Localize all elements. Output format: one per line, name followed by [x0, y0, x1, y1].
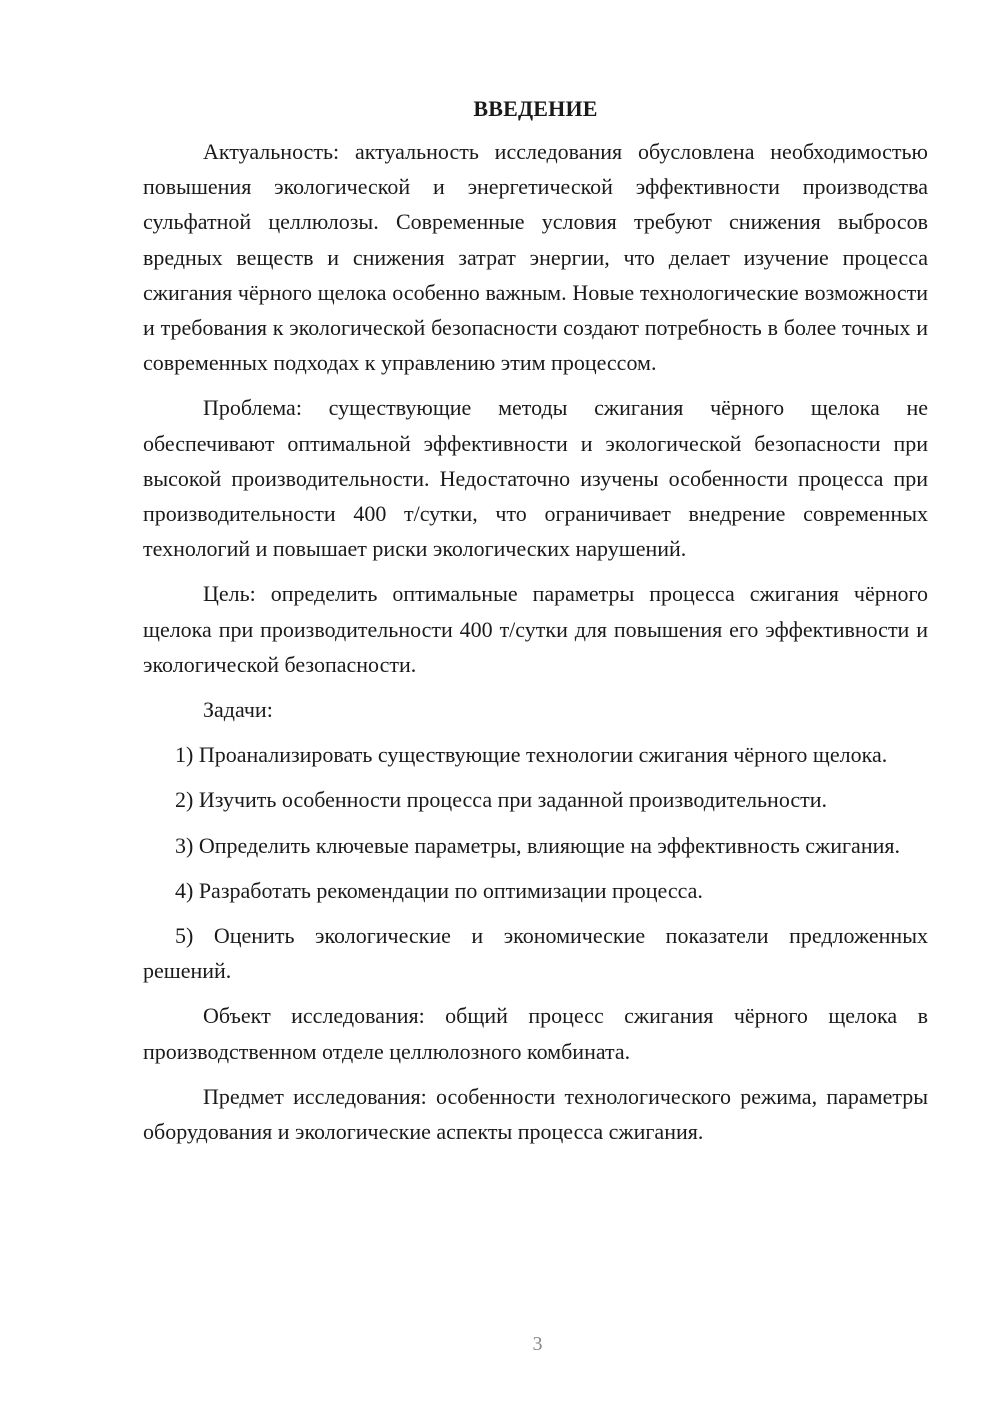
task-item-1: 1) Проанализировать существующие технологии сжигания чёрного щелока.	[175, 742, 888, 768]
paragraph-relevance: Актуальность: актуальность исследования обусловлена необходимостью повышения экологической и энергетической эффективности производства сульфатной целлюлозы. Современные условия требуют снижения выбросов вредных веществ и снижения затрат энергии, что делает изучение процесса сжигания чёрного щелока особенно важным. Новые технологические возможности и требования к экологической безопасности создают потребность в более точных и современных подходах к управлению этим процессом.	[143, 139, 928, 376]
paragraph-goal: Цель: определить оптимальные параметры процесса сжигания чёрного щелока при производительности 400 т/сутки для повышения его эффективности и экологической безопасности.	[143, 581, 928, 677]
task-item-4: 4) Разработать рекомендации по оптимизации процесса.	[175, 877, 703, 903]
task-item-3: 3) Определить ключевые параметры, влияющие на эффективность сжигания.	[175, 832, 900, 858]
page-number: 3	[532, 1333, 543, 1355]
paragraph-subject: Предмет исследования: особенности технологического режима, параметры оборудования и экологические аспекты процесса сжигания.	[143, 1083, 928, 1145]
task-item-2: 2) Изучить особенности процесса при заданной производительности.	[175, 787, 828, 813]
section-title: ВВЕДЕНИЕ	[473, 96, 598, 121]
tasks-heading: Задачи:	[203, 697, 273, 723]
document-page	[143, 92, 928, 1159]
paragraph-object: Объект исследования: общий процесс сжигания чёрного щелока в производственном отделе целлюлозного комбината.	[143, 1003, 928, 1064]
task-item-5: 5) Оценить экологические и экономические показатели предложенных решений.	[143, 923, 928, 984]
paragraph-problem: Проблема: существующие методы сжигания чёрного щелока не обеспечивают оптимальной эффективности и экологической безопасности при высокой производительности. Недостаточно изучены особенности процесса при производительности 400 т/сутки, что ограничивает внедрение современных технологий и повышает риски экологических нарушений.	[143, 395, 928, 562]
